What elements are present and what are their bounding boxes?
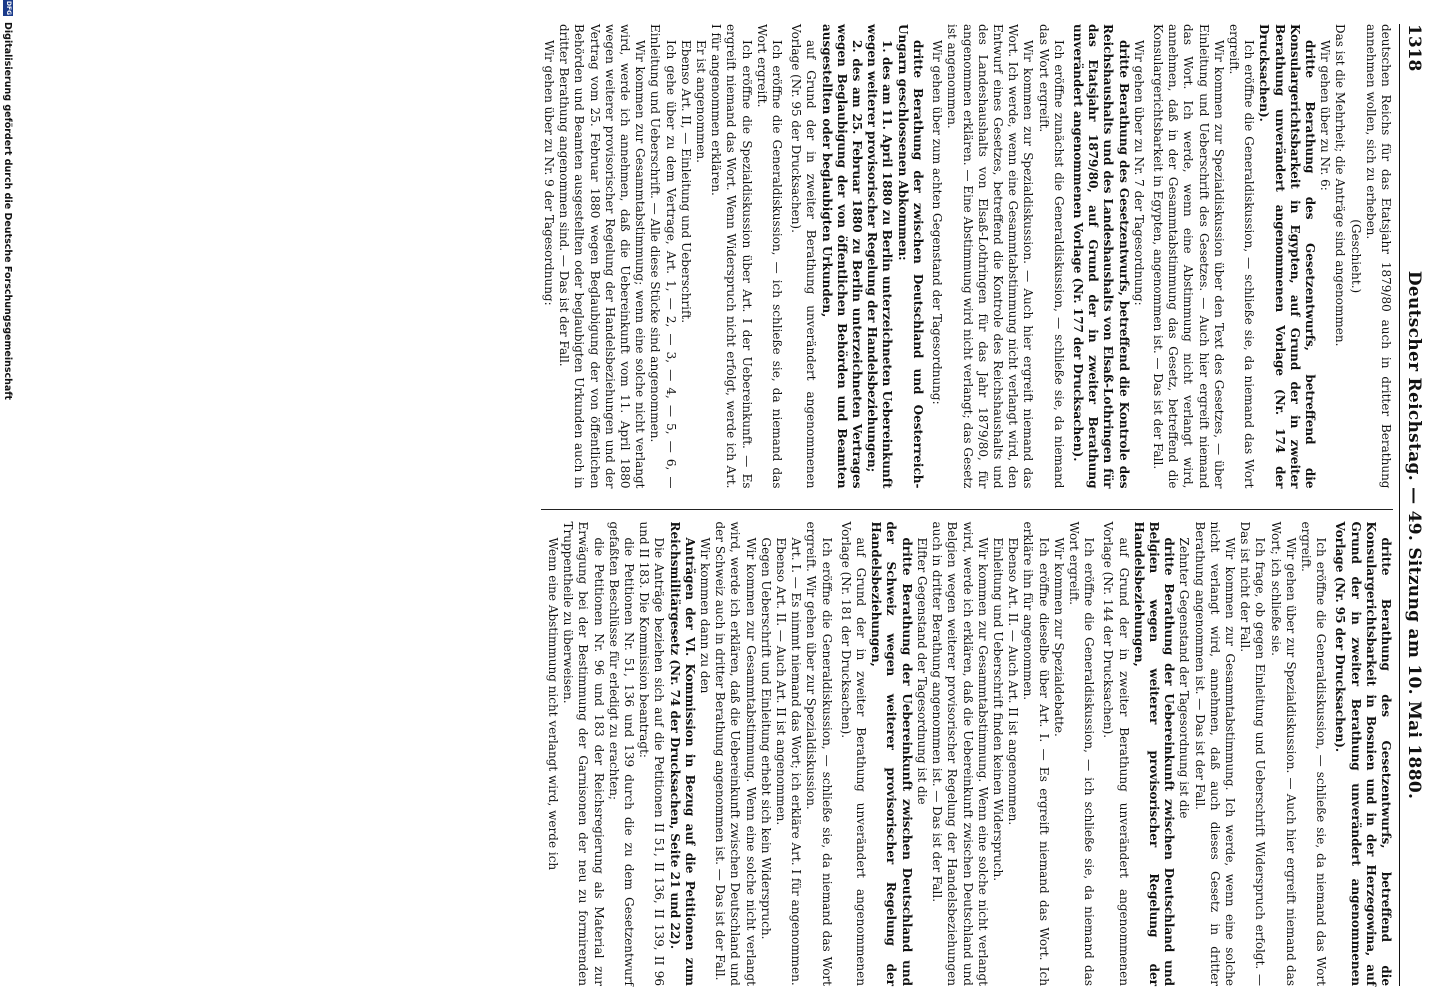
paragraph: dritte Berathung der zwischen Deutschland und Oesterreich-Ungarn geschlossenen Abkommen: xyxy=(895,24,925,489)
paragraph: (Geschieht.) xyxy=(1348,219,1363,294)
paragraph: Ich eröffne die Generaldiskussion, — schließe sie, da niemand das Wort ergreift. Wir gehen über zur Spezialdiskussion. xyxy=(804,521,834,986)
paragraph: die Petitionen Nr. 96 und 183 der Reichsregierung als Material zur Erwägung bei der Bestimmung der Garnisonen der neu zu formirenden Truppentheile zu überweisen. xyxy=(561,521,606,986)
paragraph: dritte Berathung des Gesetzentwurfs, betreffend die Konsulargerichtsbarkeit in Egypten, auf Grund der in zweiter Berathung unverändert angenommenen Vorlage (Nr. 174 der Drucksachen). xyxy=(1257,24,1317,489)
paragraph: dritte Berathung der Uebereinkunft zwischen Deutschland und Belgien wegen weiterer provisorischer Regelung der Handelsbeziehungen, xyxy=(1131,521,1177,986)
paragraph: Wir kommen zur Spezialdiskussion. — Auch hier ergreift niemand das Wort. Ich werde, wenn eine Gesammtabstimmung nicht verlangt wird, den Entwurf eines Gesetzes, betreffend die Kontrole des Reichshaushalts und des Landeshaushalts von Elsaß-Lothringen für das Jahr 1879/80, für angenommen erklären. — Eine Abstimmung wird nicht verlangt; das Gesetz ist angenommen. xyxy=(945,24,1036,489)
paragraph: Ich eröffne die Spezialdiskussion über Art. I der Uebereinkunft. — Es ergreift niemand das Wort. Wenn Widerspruch nicht erfolgt, werde ich Art. I für angenommen erklären. xyxy=(709,24,754,489)
right-column xyxy=(541,509,1393,987)
paragraph: Ich frage, ob gegen Einleitung und Ueberschrift Widerspruch erfolgt. — Das ist nicht der Fall. xyxy=(1238,521,1268,986)
paragraph: Ich eröffne die Generaldiskussion, — ich schließe sie, da niemand das Wort ergreift. xyxy=(754,24,785,489)
paragraph: Wir kommen zur Gesammtabstimmung; wenn eine solche nicht verlangt wird, werde ich annehmen, daß die Uebereinkunft vom 11. April 1880 wegen weiterer provisorischer Regelung der Handelsbeziehungen und der Vertrag vom 25. Februar 1880 wegen Beglaubigung der von öffentlichen Behörden und Beamten ausgestellten oder beglaubigten Urkunden auch in dritter Berathung angenommen sind. — Das ist der Fall. xyxy=(557,24,648,489)
paragraph: Ebenso Art. II, — Einleitung und Ueberschrift. xyxy=(678,40,693,324)
paragraph: Ich eröffne dieselbe über Art. I. — Es ergreift niemand das Wort. Ich erkläre ihn für angenommen. xyxy=(1021,521,1051,986)
left-column xyxy=(541,24,1393,489)
paragraph: Ebenso Art. II. — Auch Art. II ist angenommen. xyxy=(1006,537,1021,826)
paragraph: Ebenso Art. II. — Auch Art. II ist angenommen. xyxy=(774,537,789,826)
paragraph: Wir kommen zur Gesammtabstimmung. Wenn eine solche nicht verlangt wird, werde ich erklären, daß die Uebereinkunft zwischen Deutschland und Belgien wegen weiterer provisorischer Regelung der Handelsbeziehungen auch in dritter Berathung angenommen ist. — Das ist der Fall. xyxy=(930,521,990,986)
paragraph: Er ist angenommen. xyxy=(694,40,709,163)
paragraph: die Petitionen Nr. 51, 136 und 139 durch die zu dem Gesetzentwurf gefaßten Beschlüsse für erledigt zu erachten; xyxy=(606,521,637,986)
paragraph: Wir kommen zur Spezialdiskussion über den Text des Gesetzes, — über Einleitung und Ueberschrift des Gesetzes. — Auch hier ergreift niemand das Wort. Ich werde, wenn eine Abstimmung nicht verlangt wird, annehmen, daß in der Gesammtabstimmung das Gesetz, betreffend die Konsulargerichtsbarkeit in Egypten, angenommen ist. — Das ist der Fall. xyxy=(1150,24,1226,489)
paragraph: Wir gehen über zum achten Gegenstand der Tagesordnung: xyxy=(930,40,945,405)
footer-text: Digitalisierung gefördert durch die Deutsche Forschungsgemeinschaft xyxy=(2,22,14,400)
paragraph: Elfter Gegenstand der Tagesordnung ist die xyxy=(914,537,929,805)
paragraph: Gegen Ueberschrift und Einleitung erhebt sich kein Widerspruch. xyxy=(758,537,773,940)
paragraph: Wir gehen über zu Nr. 6: xyxy=(1318,40,1333,191)
paragraph: Ich gehe über zu dem Vertrage, Art. 1, — 2, — 3, — 4, — 5, — 6, — Einleitung und Ueberschrift. — Alle diese Stücke sind angenommen. xyxy=(648,24,678,489)
paragraph: Art. I. — Es nimmt niemand das Wort; ich erkläre Art. I für angenommen. xyxy=(789,537,804,986)
paragraph: dritte Berathung des Gesetzentwurfs, betreffend die Konsulargerichtsbarkeit in Bosnien und in der Herzegowina, auf Grund der in zweiter Berathung unverändert angenommenen Vorlage (Nr. 95 der Drucksachen). xyxy=(1333,521,1393,986)
paragraph: Die Anträge beziehen sich auf die Petitionen II 51, II 136, II 139, II 96 und II 183. Die Kommission beantragt: xyxy=(637,521,667,986)
dfg-logo: DFG xyxy=(5,0,12,15)
paragraph: Ich eröffne die Generaldiskussion, — ich schließe sie, da niemand das Wort ergreift. xyxy=(1066,521,1097,986)
text-columns xyxy=(541,24,1393,986)
paragraph: Anträgen der VI. Kommission in Bezug auf die Petitionen zum Reichsmilitärgesetz (Nr. 74 der Drucksachen, Seite 21 und 22). xyxy=(667,521,697,986)
paragraph: 2. des am 25. Februar 1880 zu Berlin unterzeichneten Vertrages wegen Beglaubigung der von öffentlichen Behörden und Beamten ausgestellten oder beglaubigten Urkunden, xyxy=(819,24,865,489)
paragraph: auf Grund der in zweiter Berathung unverändert angenommenen Vorlage (Nr. 144 der Drucksachen). xyxy=(1101,521,1131,986)
page-number: 1318 xyxy=(1404,24,1424,72)
paragraph: deutschen Reichs für das Etatsjahr 1879/80 auch in dritter Berathung annehmen wollen, sich zu erheben. xyxy=(1363,24,1393,489)
paragraph: Einleitung und Ueberschrift finden keinen Widerspruch. xyxy=(990,537,1005,882)
paragraph: Wir gehen über zu Nr. 7 der Tagesordnung: xyxy=(1131,40,1146,306)
paragraph: Wir kommen zur Spezialdebatte. xyxy=(1051,537,1066,737)
paragraph: auf Grund der in zweiter Berathung unverändert angenommenen Vorlage (Nr. 181 der Drucksachen). xyxy=(838,521,869,986)
paragraph: Wir gehen über zur Spezialdiskussion. — Auch hier ergreift niemand das Wort; ich schließe sie. xyxy=(1268,521,1298,986)
paragraph: auf Grund der in zweiter Berathung unverändert angenommenen Vorlage (Nr. 95 der Drucksachen). xyxy=(789,24,819,489)
digitization-footer xyxy=(0,0,16,1000)
paragraph: Ich eröffne zunächst die Generaldiskussion, — schließe sie, da niemand das Wort ergreift. xyxy=(1036,24,1066,489)
paragraph: Wenn eine Abstimmung nicht verlangt wird, werde ich xyxy=(546,537,561,871)
paragraph: 1. des am 11. April 1880 zu Berlin unterzeichneten Uebereinkunft wegen weiterer provisorischer Regelung der Handelsbeziehungen; xyxy=(865,24,895,489)
paragraph: Das ist die Mehrheit; die Anträge sind angenommen. xyxy=(1333,24,1348,347)
paragraph: dritte Berathung der Uebereinkunft zwischen Deutschland und der Schweiz wegen weiterer provisorischer Regelung der Handelsbeziehungen, xyxy=(869,521,914,986)
paragraph: Zehnter Gegenstand der Tagesordnung ist die xyxy=(1177,537,1192,819)
paragraph: Wir kommen dann zu den xyxy=(698,537,713,694)
running-head xyxy=(1399,24,1424,986)
page-title: Deutscher Reichstag. — 49. Sitzung am 10. Mai 1880. xyxy=(1404,270,1424,800)
paragraph: Wir kommen zur Gesammtabstimmung. Wenn eine solche nicht verlangt wird, werde ich erklären, daß die Uebereinkunft zwischen Deutschland und der Schweiz auch in dritter Berathung angenommen ist. — Das ist der Fall. xyxy=(713,521,758,986)
paragraph: Ich eröffne die Generaldiskussion, — schließe sie, da niemand das Wort ergreift. xyxy=(1298,521,1329,986)
paragraph: Wir kommen zur Gesammtabstimmung. Ich werde, wenn eine solche nicht verlangt wird, annehmen, daß auch dieses Gesetz in dritter Berathung angenommen ist. — Das ist der Fall. xyxy=(1192,521,1237,986)
paragraph: dritte Berathung des Gesetzentwurfs, betreffend die Kontrole des Reichshaushalts und des Landeshaushalts von Elsaß-Lothringen für das Etatsjahr 1879/80, auf Grund der in zweiter Berathung unverändert angenommenen Vorlage (Nr. 177 der Drucksachen). xyxy=(1070,24,1131,489)
paragraph: Ich eröffne die Generaldiskussion, — schließe sie, da niemand das Wort ergreift. xyxy=(1226,24,1257,489)
paragraph: Wir gehen über zu Nr. 9 der Tagesordnung: xyxy=(542,40,557,306)
